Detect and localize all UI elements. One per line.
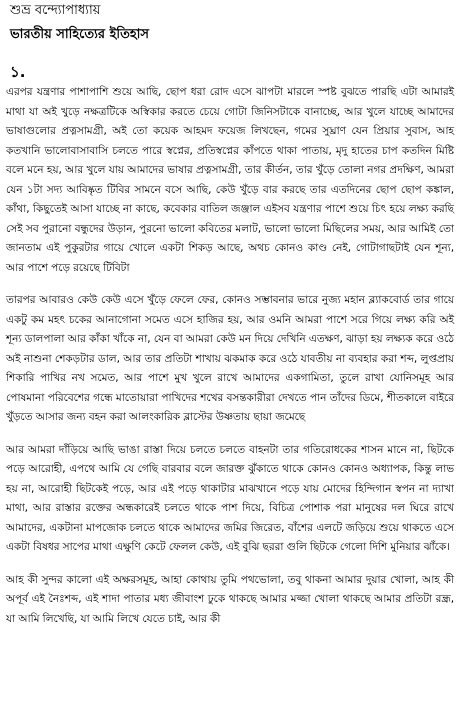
document-title: ভারতীয় সাহিত্যের ইতিহাস <box>10 27 150 42</box>
paragraph-3: আর আমরা দাঁড়িয়ে আছি ভাঙা রাস্তা দিয়ে চলতে চলতে বাহনটা তার গতিরোধকের শাসন মানে না, ছিটকে পড়ে আরোহী, এপথে আমি যে গেছি বারবার বলে জারক্ত ঝুঁকাতে থাকে কোনও কোনও অধ্যাপক, কিন্তু লাভ হয় না, আরোহী ছিটকেই পড়ে, আর এই পড়ে থাকাটার মাঝখানে পড়ে যায় মোদের হিন্দিগান স্বপন না দ্যাখা মাথা, আর রাস্তার রক্তের অন্ধকারেই চলতে থাকে পাশ দিয়ে, বিচিত্র পোশাক পরা মানুষের দল ঘিরে রাখে আমাদের, একটানা মাপজোক চলতে থাকে আমাদের জমির জিরেত, বাঁশের এলটে জড়িয়ে শুয়ে থাকতে এসে একটা বিষধর সাপের মাথা এক্ষুণি কেটে ফেলল কেউ, এই বুঝি ছররা গুলি ছিটকে গেলো দিশি মুনিয়ার ঝাঁকে। <box>6 443 454 553</box>
section-number: ১. <box>10 63 26 81</box>
paragraph-4: আহ কী সুন্দর কালো এই অক্ষরসমূহ, আহা কোথায় তুমি পথভোলা, তবু থাকনা আমার দুয়ার খোলা, আহ কী অপূর্ব এই নৈঃশব্দ, এই শাদা পাতার মধ্য জীবাংশ ঢুকে থাকছে আমার মজ্জা খোলা থাকছে আমার প্রতিটা রন্ধ্র, যা আমি লিখেছি, যা আমি লিখে যেতে চাই, আর কী <box>6 573 454 625</box>
author-name: শুভ্র বন্দ্যোপাধ্যায় <box>10 3 101 18</box>
paragraph-1: এরপর যন্ত্রণার পাশাপাশি শুয়ে আছি, ছোপ ধরা রোদ এসে ঝাপটা মারলে স্পষ্ট বুঝতে পারছি এটা আমারই মাথা যা অই খুড়ে নক্ষত্রটিকে অস্বিকার করতে চেয়ে গোটা জিনিসটাকে বানাচ্ছে, আর খুলে যাচ্ছে আমাদের ভাষাগুলোর প্রত্নসামগ্রী, অই তো কয়েক আহমদ ফয়েজ লিখছেন, গমের সুঘ্রাণ যেন প্রিয়ার সুবাস, আহ কতখানি ভালোবাসাবাসি চলতে পারে স্বপ্নের, প্রতিস্বপ্নের কাঁপতে থাকা পাতায়, মৃদু হাতের চাপ কতদিন মিষ্টি বলে মনে হয়, আর খুলে যায় আমাদের ভাষার প্রত্নসামগ্রী, তার কীর্তন, তার খুঁড়ে তোলা নগর প্রদক্ষিণ, আমরা যেন ১টা সদ্য আবিষ্কৃত টিবির সামনে বসে আছি, কেউ খুঁড়ে বার করছে তার এতদিনের ছোপ ছোপ কঙ্কাল, কাঁথা, কিছুতেই আসা যাচ্ছে না কাছে, কবেকার বাতিল জঞ্জাল এইসব যন্ত্রণার পাশে শুয়ে চিৎ হয়ে লক্ষ্য করছি সেই সব পুরানো বন্ধুদের উড়ান, পুরনো ভালো কবিতের মলাট, ভালো ভালো মিছিলের সময়, আর আমিই তো জানতাম এই পুকুরটার গায়ে খোলে একটা শিকড় আছে, অথচ কোনও কাণ্ড নেই, গোটাগাছটাই যেন শূন্য, আর পাশে পড়ে রয়েছে টিবিটা <box>6 86 454 274</box>
paragraph-2: তারপর আবারও কেউ কেউ এসে খুঁড়ে ফেলে ফের, কোনও সম্ভাবনার ভারে নুজ্য মহান ব্ল্যাকবোর্ড তার গায়ে একটু কম মহৎ চকের আনাগোনা সমেত এসে হাজির হয়, আর ওমনি আমরা পাশে সরে গিয়ে লক্ষ্য করি অই শূন্য ডালপালা আর কাঁকা খাঁকে না, যেন বা আমরা কেউ মন দিয়ে দেখিনি এতক্ষণ, ঝাড়া হয় লক্ষ্যক করে ওঠে অই নাশুনা শেকড়টার ডাল, আর তার প্রতিটা শাখায় ঝকমাক করে ওঠে যাবতীয় না ব্যবহার করা শব্দ, লুপ্তপ্রায় শিকারি পাখির নখ সমেত, আর পাশে মুখ খুলে রাখে আমাদের একগামিতা, তুলে রাখা যোনিসমূহ আর পোষমানা পরিবেশের গন্ধে মাতোয়ারা পাখিদের শখের বসন্তকারীরা দেখতে পান তাঁদের ডিমে, শীতকালে বাইরে খুঁড়তে আসার জন্য বহন করা আলংকারিক ব্লাস্টের উষ্ণতায় ছায়া জমেছে <box>6 294 454 423</box>
